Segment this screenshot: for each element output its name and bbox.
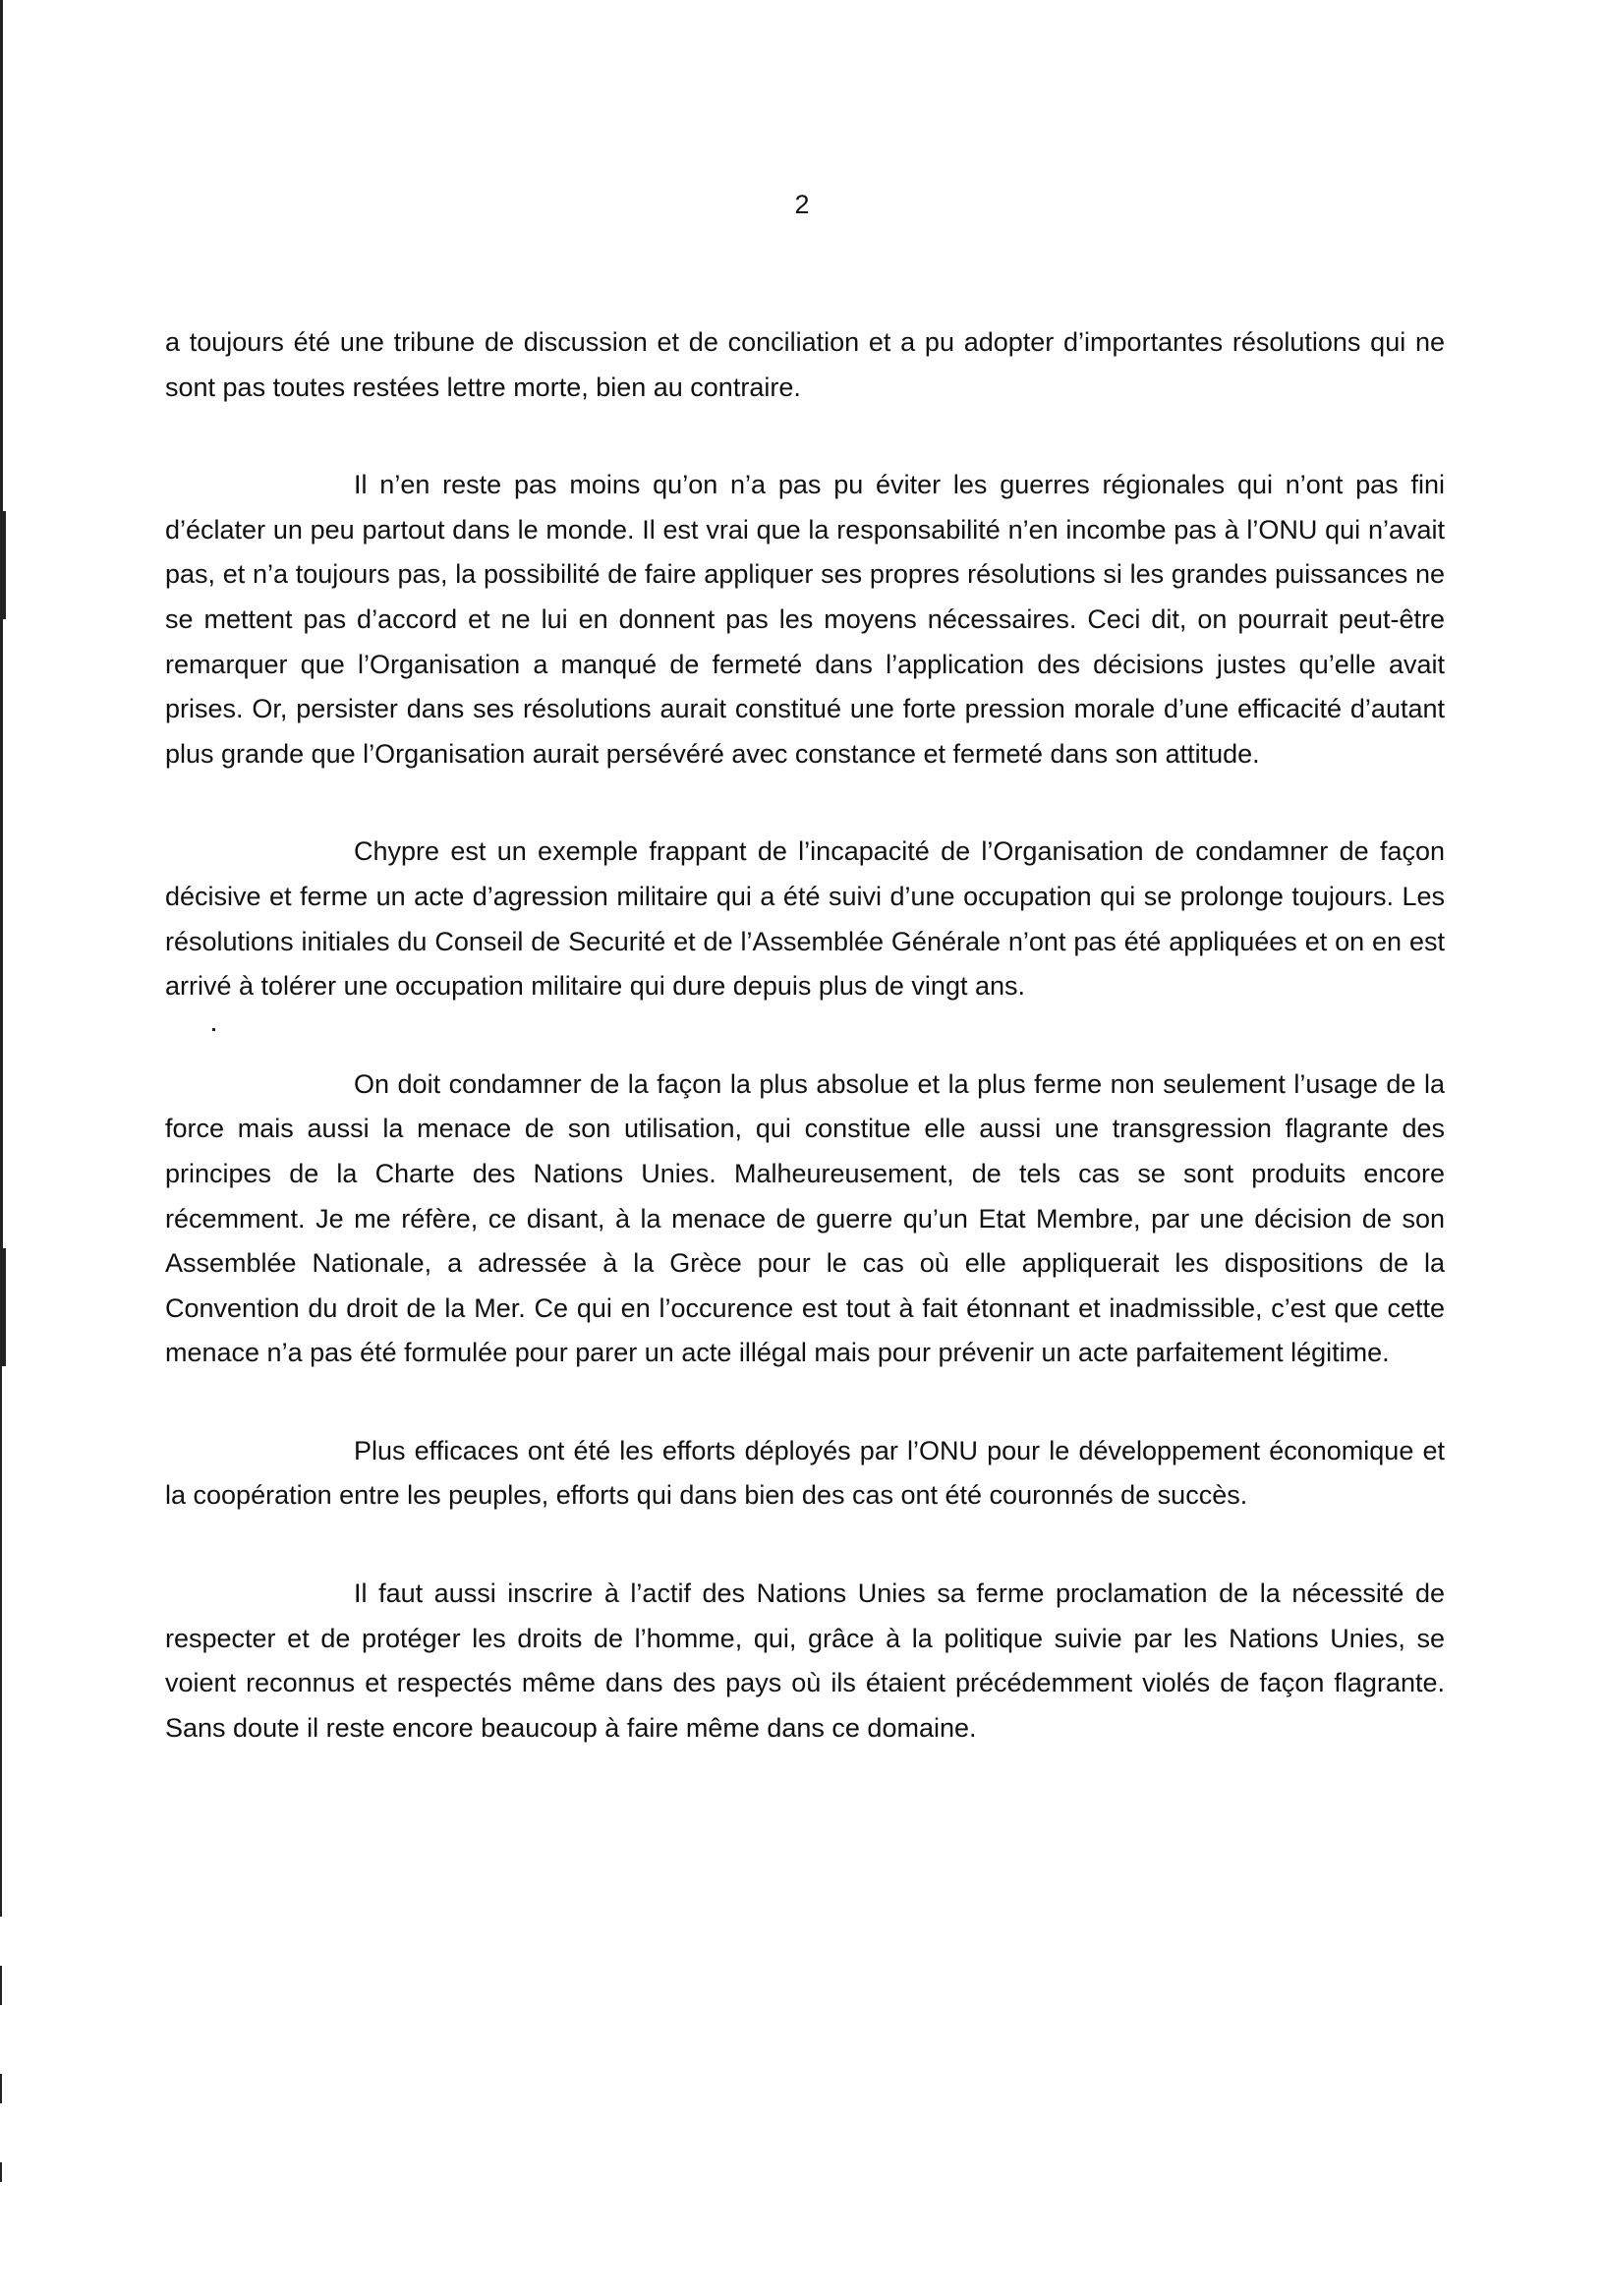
body-text (165, 320, 1445, 1804)
paragraph-4: On doit condamner de la façon la plus absolue et la plus ferme non seulement l’usage de la force mais aussi la menace de son utilisation, qui constitue elle aussi une transgression flagrante des principes de la Charte des Nations Unies. Malheureusement, de tels cas se sont produits encore récemment. Je me réfère, ce disant, à la menace de guerre qu’un Etat Membre, par une décision de son Assemblée Nationale, a adressée à la Grèce pour le cas où elle appliquerait les dispositions de la Convention du droit de la Mer. Ce qui en l’occurence est tout à fait étonnant et inadmissible, c’est que cette menace n’a pas été formulée pour parer un acte illégal mais pour prévenir un acte parfaitement légitime. (165, 1068, 1445, 1368)
scan-edge-mark (0, 0, 3, 511)
scan-edge-mark (0, 2074, 2, 2103)
scan-edge-mark (0, 619, 3, 1248)
scan-edge-mark (0, 1366, 2, 1917)
paragraph-5: Plus efficaces ont été les efforts déployés par l’ONU pour le développement économique et la coopération entre les peuples, efforts qui dans bien des cas ont été couronnés de succès. (165, 1435, 1445, 1511)
scan-edge-mark (0, 2162, 2, 2182)
paragraph-2: Il n’en reste pas moins qu’on n’a pas pu éviter les guerres régionales qui n’ont pas fini d’éclater un peu partout dans le monde. Il est vrai que la responsabilité n’en incombe pas à l’ONU qui n’avait pas, et n’a toujours pas, la possibilité de faire appliquer ses propres résolutions si les grandes puissances ne se mettent pas d’accord et ne lui en donnent pas les moyens nécessaires. Ceci dit, on pourrait peut-être remarquer que l’Organisation a manqué de fermeté dans l’application des décisions justes qu’elle avait prises. Or, persister dans ses résolutions aurait constitué une forte pression morale d’une efficacité d’autant plus grande que l’Organisation aurait persévéré avec constance et fermeté dans son attitude. (165, 470, 1445, 769)
paragraph-1: a toujours été une tribune de discussion et de conciliation et a pu adopter d’importantes résolutions qui ne sont pas toutes restées lettre morte, bien au contraire. (165, 327, 1445, 402)
scan-edge-mark (0, 1966, 2, 2005)
scan-edge-mark (0, 511, 6, 619)
paragraph-6: Il faut aussi inscrire à l’actif des Nations Unies sa ferme proclamation de la nécessité de respecter et de protéger les droits de l’homme, qui, grâce à la politique suivie par les Nations Unies, se voient reconnus et respectés même dans des pays où ils étaient précédemment violés de façon flagrante. Sans doute il reste encore beaucoup à faire même dans ce domaine. (165, 1578, 1445, 1743)
paragraph-3: Chypre est un exemple frappant de l’incapacité de l’Organisation de condamner de façon décisive et ferme un acte d’agression militaire qui a été suivi d’une occupation qui se prolonge toujours. Les résolutions initiales du Conseil de Securité et de l’Assemblée Générale n’ont pas été appliquées et on en est arrivé à tolérer une occupation militaire qui dure depuis plus de vingt ans. (165, 836, 1445, 1002)
page-number: 2 (794, 190, 810, 219)
scan-edge-mark (0, 1248, 6, 1366)
